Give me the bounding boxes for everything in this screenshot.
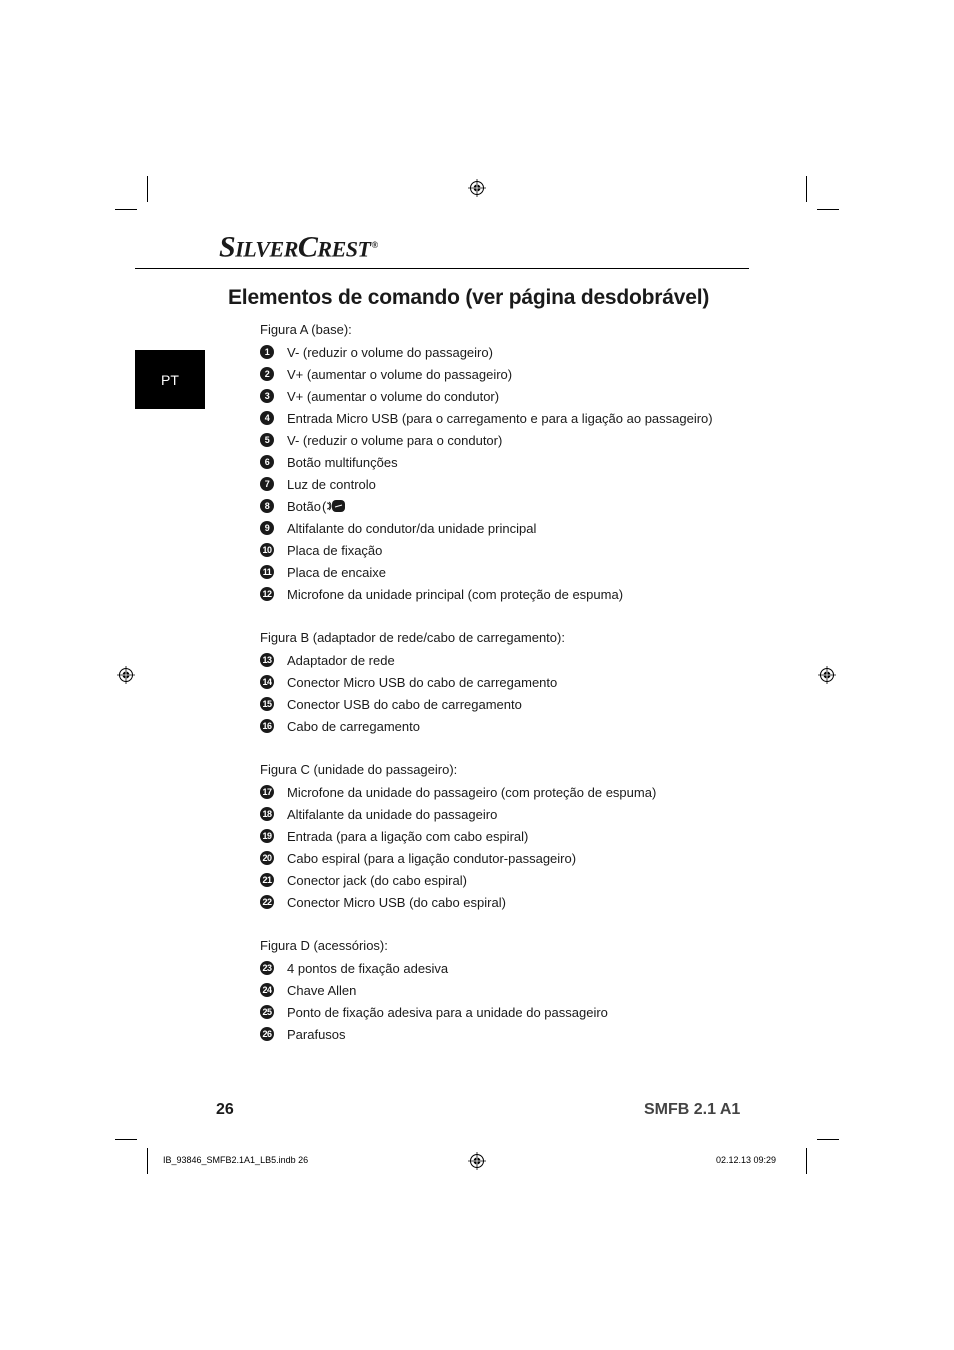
crop-mark <box>147 176 148 202</box>
item-text: Entrada (para a ligação com cabo espiral) <box>287 828 529 844</box>
item-number-badge: 13 <box>260 653 274 667</box>
item-text: Cabo espiral (para a ligação condutor-passageiro) <box>287 850 577 866</box>
list-item <box>260 495 760 517</box>
crop-mark <box>817 209 839 210</box>
section-gap <box>260 605 760 627</box>
figure-label: Figura C (unidade do passageiro): <box>260 762 458 777</box>
item-number-badge: 9 <box>260 521 274 535</box>
item-text: Conector jack (do cabo espiral) <box>287 872 467 888</box>
item-number-badge: 19 <box>260 829 274 843</box>
item-number-badge: 17 <box>260 785 274 799</box>
item-text: 4 pontos de fixação adesiva <box>287 960 449 976</box>
item-number-badge: 3 <box>260 389 274 403</box>
parts-list <box>260 319 760 1045</box>
list-item <box>260 979 760 1001</box>
item-number-badge: 11 <box>260 565 274 579</box>
item-number-badge: 24 <box>260 983 274 997</box>
list-item <box>260 671 760 693</box>
item-text: Ponto de fixação adesiva para a unidade do passageiro <box>287 1004 608 1020</box>
print-slug-file: IB_93846_SMFB2.1A1_LB5.indb 26 <box>163 1155 309 1165</box>
list-item <box>260 429 760 451</box>
list-item <box>260 517 760 539</box>
item-text: Conector USB do cabo de carregamento <box>287 696 522 712</box>
item-number-badge: 15 <box>260 697 274 711</box>
section-gap <box>260 913 760 935</box>
crop-mark <box>115 1139 137 1140</box>
item-number-badge: 12 <box>260 587 274 601</box>
list-item <box>260 473 760 495</box>
item-text: Altifalante da unidade do passageiro <box>287 806 498 822</box>
page-title: Elementos de comando (ver página desdobrável) <box>228 286 710 309</box>
item-text: V- (reduzir o volume do passageiro) <box>287 344 493 360</box>
item-text: Placa de fixação <box>287 542 383 558</box>
list-item <box>260 649 760 671</box>
crop-mark <box>817 1139 839 1140</box>
item-number-badge: 4 <box>260 411 274 425</box>
item-text: Placa de encaixe <box>287 564 387 580</box>
item-text: Parafusos <box>287 1026 346 1042</box>
item-number-badge: 26 <box>260 1027 274 1041</box>
list-item <box>260 407 760 429</box>
item-number-badge: 23 <box>260 961 274 975</box>
list-item <box>260 891 760 913</box>
language-tab: PT <box>135 350 205 409</box>
figure-label: Figura B (adaptador de rede/cabo de carregamento): <box>260 630 565 645</box>
crop-mark <box>806 176 807 202</box>
item-text: Altifalante do condutor/da unidade principal <box>287 520 537 536</box>
list-item <box>260 363 760 385</box>
item-number-badge: 6 <box>260 455 274 469</box>
section-gap <box>260 737 760 759</box>
registration-mark-icon <box>468 179 486 197</box>
item-number-badge: 2 <box>260 367 274 381</box>
item-text: Conector Micro USB do cabo de carregamento <box>287 674 558 690</box>
registration-mark-icon <box>117 666 135 684</box>
list-item <box>260 847 760 869</box>
item-number-badge: 10 <box>260 543 274 557</box>
crop-mark <box>147 1148 148 1174</box>
list-item <box>260 715 760 737</box>
item-number-badge: 14 <box>260 675 274 689</box>
figure-label: Figura D (acessórios): <box>260 938 388 953</box>
item-text: Adaptador de rede <box>287 652 395 668</box>
list-item <box>260 803 760 825</box>
item-number-badge: 25 <box>260 1005 274 1019</box>
list-item <box>260 583 760 605</box>
list-item <box>260 1023 760 1045</box>
item-text: Microfone da unidade principal (com proteção de espuma) <box>287 586 624 602</box>
list-item <box>260 341 760 363</box>
registration-mark-icon <box>818 666 836 684</box>
list-item <box>260 869 760 891</box>
registration-mark-icon <box>468 1152 486 1170</box>
item-text: Conector Micro USB (do cabo espiral) <box>287 894 506 910</box>
model-name: SMFB 2.1 A1 <box>644 1101 741 1118</box>
item-text: Cabo de carregamento <box>287 718 420 734</box>
item-text: Luz de controlo <box>287 476 376 492</box>
print-slug-date: 02.12.13 09:29 <box>716 1155 777 1165</box>
item-number-badge: 5 <box>260 433 274 447</box>
item-number-badge: 16 <box>260 719 274 733</box>
list-item <box>260 561 760 583</box>
item-number-badge: 20 <box>260 851 274 865</box>
svg-text:(: ( <box>321 499 327 514</box>
list-item <box>260 957 760 979</box>
brand-logo: SILVERCREST® <box>219 230 378 264</box>
item-text: Botão <box>287 498 321 514</box>
item-text: Chave Allen <box>287 982 357 998</box>
item-number-badge: 22 <box>260 895 274 909</box>
list-item <box>260 539 760 561</box>
item-text: Entrada Micro USB (para o carregamento e para a ligação ao passageiro) <box>287 410 713 426</box>
item-text: V- (reduzir o volume para o condutor) <box>287 432 503 448</box>
item-text: V+ (aumentar o volume do passageiro) <box>287 366 513 382</box>
page-number: 26 <box>216 1101 234 1118</box>
item-text: V+ (aumentar o volume do condutor) <box>287 388 500 404</box>
list-item <box>260 451 760 473</box>
item-number-badge: 7 <box>260 477 274 491</box>
item-text: Microfone da unidade do passageiro (com proteção de espuma) <box>287 784 657 800</box>
item-number-badge: 21 <box>260 873 274 887</box>
list-item <box>260 693 760 715</box>
crop-mark <box>806 1148 807 1174</box>
header-rule <box>135 268 749 269</box>
list-item <box>260 385 760 407</box>
list-item <box>260 1001 760 1023</box>
item-text: Botão multifunções <box>287 454 398 470</box>
walkie-talkie-icon <box>322 498 346 514</box>
figure-label: Figura A (base): <box>260 322 352 337</box>
list-item <box>260 781 760 803</box>
crop-mark <box>115 209 137 210</box>
item-number-badge: 8 <box>260 499 274 513</box>
item-number-badge: 18 <box>260 807 274 821</box>
list-item <box>260 825 760 847</box>
item-number-badge: 1 <box>260 345 274 359</box>
